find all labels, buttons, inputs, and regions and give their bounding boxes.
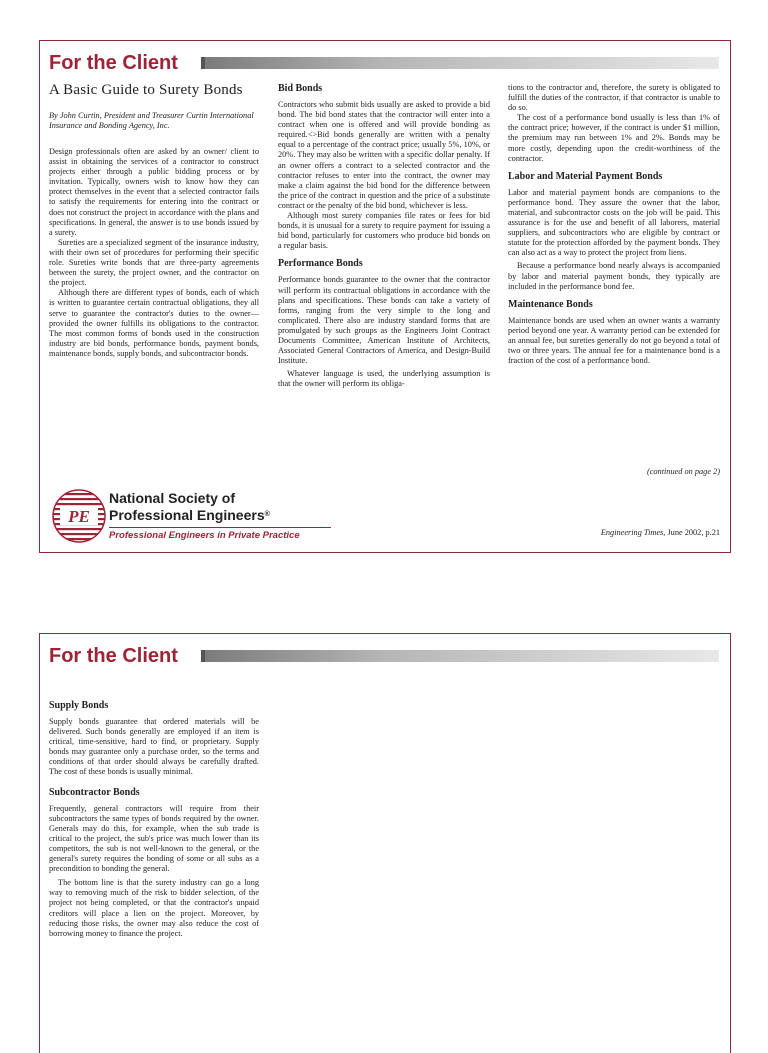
paragraph: Frequently, general contractors will require from their subcontractors the same types of bonds required by the owner. Generals may do this, for example, when the sub trade is critical to the project, the sub's price was much lower than its competitors, the sub is not well-known to the general, or the general's surety requires the bonding of some or all subs as a precondition to bonding the general. [49,803,259,874]
page-panel-1 [39,40,731,553]
paragraph: Sureties are a specialized segment of the insurance industry, with their own set of procedures for performing their specific role. Sureties write bonds that are three-party agreements between the surety, the project owner, and the contractor on the project. [49,237,259,288]
section-heading-supply-bonds: Supply Bonds [49,700,109,711]
section-heading-labor-material: Labor and Material Payment Bonds [508,170,663,182]
paragraph: The bottom line is that the surety industry can go a long way to removing much of the risk to bidder selection, of the project not being completed, or that the contractor's unpaid creditors will place a lien on the project. Moreover, by reducing those risks, the owner may also reduce the cost of borrowing money to finance the project. [49,878,259,938]
column-2 [278,83,490,389]
paragraph: Although there are different types of bonds, each of which is written to guarantee certain contractual obligations, they all serve to guarantee the contractor's duties to the owner—provided the owner fulfills its obligations to the contractor. The most common forms of bonds used in the construction industry are bid bonds, performance bonds, payment bonds, maintenance bonds, supply bonds, and subcontractor bonds. [49,288,259,358]
paragraph: Because a performance bond nearly always is accompanied by labor and material payment bonds, they typically are included in the performance bond fee. [508,261,720,291]
header-gradient-bar [201,57,719,69]
logo-line-2: Professional Engineers [109,507,265,523]
logo-rule [109,527,331,528]
section-title: For the Client [49,645,178,667]
paragraph: Maintenance bonds are used when an owner wants a warranty period beyond one year. A warranty period can be extended for an annual fee, but sureties generally do not go beyond a total of two or three years. The annual fee for a maintenance bond is a fraction of the cost of a performance bond. [508,315,720,366]
paragraph: Whatever language is used, the underlying assumption is that the owner will perform its obliga- [278,369,490,389]
citation [601,528,720,537]
section-heading-maintenance: Maintenance Bonds [508,298,593,310]
nspe-seal-icon [51,488,107,544]
section-heading-bid-bonds: Bid Bonds [278,83,323,94]
column-1 [49,79,259,359]
logo-line-1: National Society of [109,490,236,506]
byline: By John Curtin, President and Treasurer Curtin International Insurance and Bonding Agency, Inc. [49,111,254,130]
header-gradient-bar [201,650,719,662]
paragraph: The cost of a performance bond usually is less than 1% of the contract price; however, if the contract is under $1 million, the premium may run between 1% and 2%. Bonds may be more costly, depending upon the credit-worthiness of the contractor. [508,113,720,163]
citation-publication: Engineering Times [600,528,664,537]
paragraph: Supply bonds guarantee that ordered materials will be delivered. Such bonds generally are employed if an item is critical, time-sensitive, hard to find, or proprietary. Supply bonds may guarantee only a purchase order, so the terms and conditions of that order should always be carefully drafted. The cost of these bonds is usually minimal. [49,717,259,777]
paragraph: Labor and material payment bonds are companions to the performance bond. They assure the owner that the labor, material, and subcontractor costs on the job will be paid. This assurance is for the use and benefit of all laborers, material suppliers, and subcontractors who are eligible by contract or statute for the protection afforded by the payment bonds. They can also act as a way to protect the project from liens. [508,187,720,258]
logo-tagline: Professional Engineers in Private Practice [109,530,300,541]
paragraph: tions to the contractor and, therefore, the surety is obligated to fulfill the duties of the contractor, if that contractor is unable to do so. [508,83,720,113]
citation-date: , June 2002, p.21 [663,528,720,537]
continued-note: (continued on page 2) [646,467,720,476]
logo-initials: PE [68,507,90,526]
page-panel-2 [39,633,731,1053]
paragraph: Performance bonds guarantee to the owner that the contractor will perform its contractual obligations in accordance with the plans and specifications. These bonds can take a variety of forms, ranging from the very simple to the long and complicated. There also are industry standard forms that are promulgated by such groups as the Engineers Joint Contract Documents Committee, American Institute of Architects, Associated General Contractors of America, and Design-Build Institute. [278,275,490,366]
section-heading-performance-bonds: Performance Bonds [278,258,363,270]
article-title: A Basic Guide to Surety Bonds [49,82,243,98]
paragraph: Although most surety companies file rates or fees for bid bonds, it is unusual for a surety to require payment for issuing a bid bond, particularly for customers who produce bid bonds on a regular basis. [278,211,490,251]
paragraph: Contractors who submit bids usually are asked to provide a bid bond. The bid bond states that the contractor will enter into a contract when one is offered and will provide bonding as required.<>Bid bonds generally are written with a penalty equal to a percentage of the contract price; usually 5%, 10%, or 20%. They may also be written with a specific dollar penalty. If an owner offers a contract to a selected contractor and the contractor refuses to enter into the contract, the owner may make a claim against the bid bond for the difference between the price of the contract in question and the price of a substitute contract or the penalty of the bid bond, whichever is less. [278,100,490,210]
section-title: For the Client [49,52,178,74]
page-header [49,51,721,77]
column-1 [49,700,259,939]
section-heading-subcontractor-bonds: Subcontractor Bonds [49,786,140,798]
registered-mark: ® [264,511,270,518]
page-header [49,644,721,670]
nspe-logo [51,488,351,546]
paragraph: Design professionals often are asked by an owner/ client to assist in obtaining the services of a contractor to construct projects either through a public bidding process or by invitation. Typically, owners wish to know how they can protect themselves in the event that a selected contractor fails to satisfy the requirements for entering into the contract or does not construct the project in accordance with the plans and specifications. In general, the answer is to use bonds issued by a surety. [49,147,259,237]
column-3 [508,83,720,366]
